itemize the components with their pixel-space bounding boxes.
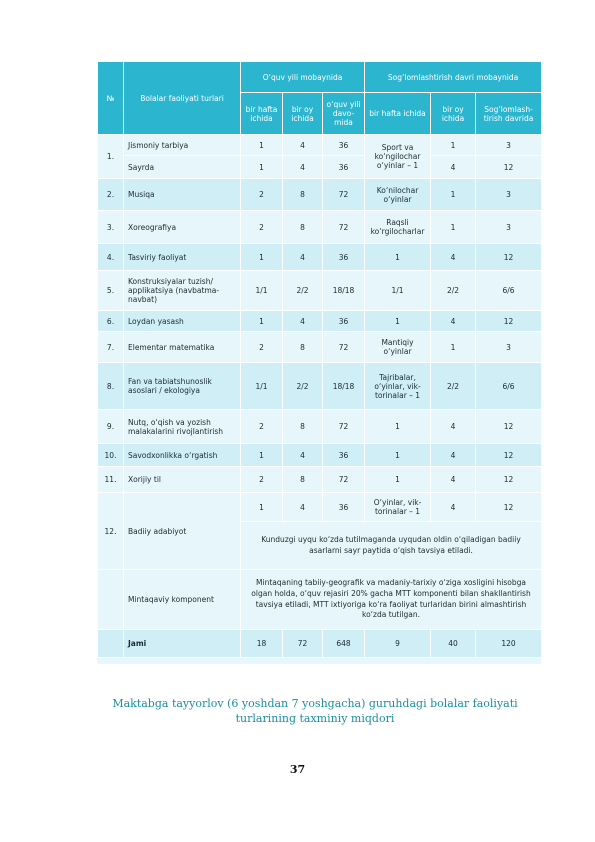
- cell-month: 4: [283, 244, 323, 271]
- cell-year: 18/18: [323, 363, 365, 410]
- header-group-school-year: O‘quv yili mobaynida: [241, 62, 365, 93]
- total-week: 18: [241, 630, 283, 658]
- cell-year: 36: [323, 135, 365, 156]
- table-row: [98, 410, 542, 444]
- activity-name: Xoreografiya: [124, 211, 241, 244]
- cell-month-2: 4: [431, 244, 476, 271]
- cell-month: 4: [283, 493, 323, 522]
- table-row: [98, 311, 542, 332]
- activity-name: Nutq, o‘qish va yozish malakalarini rivojlantirish: [124, 410, 241, 444]
- cell-week-2: 1: [365, 244, 431, 271]
- cell-week-2: 1: [365, 467, 431, 493]
- cell-week-2: Raqsli ko‘rgilocharlar: [365, 211, 431, 244]
- cell-month-2: 1: [431, 211, 476, 244]
- activity-name: Jismoniy tarbiya: [124, 135, 241, 156]
- header-activity: Bolalar faoliyati turlari: [124, 62, 241, 135]
- cell-month-2: 2/2: [431, 271, 476, 311]
- cell-month: 2/2: [283, 271, 323, 311]
- cell-month-2: 1: [431, 179, 476, 211]
- table-row: [98, 211, 542, 244]
- row-index: 3.: [98, 211, 124, 244]
- cell-period: 12: [476, 444, 542, 467]
- activity-table-panel: [97, 61, 541, 664]
- cell-month: 4: [283, 135, 323, 156]
- cell-year: 72: [323, 211, 365, 244]
- row-index: 11.: [98, 467, 124, 493]
- activity-name: Sayrda: [124, 156, 241, 179]
- table-row: [98, 493, 542, 522]
- cell-week: 2: [241, 332, 283, 363]
- cell-month-2: 4: [431, 493, 476, 522]
- cell-month-2: 2/2: [431, 363, 476, 410]
- cell-month: 8: [283, 467, 323, 493]
- cell-month: 8: [283, 211, 323, 244]
- activity-name: Konstruksiyalar tuzish/ applikatsiya (navbatma-navbat): [124, 271, 241, 311]
- activity-name: Savodxonlikka o‘rgatish: [124, 444, 241, 467]
- cell-period: 12: [476, 244, 542, 271]
- cell-year: 72: [323, 332, 365, 363]
- page-number: 37: [289, 763, 306, 776]
- activity-name: Loydan yasash: [124, 311, 241, 332]
- cell-week-2: Tajribalar, o‘yinlar, vik-torinalar – 1: [365, 363, 431, 410]
- total-label: Jami: [124, 630, 241, 658]
- row-index: 4.: [98, 244, 124, 271]
- activity-name: Elementar matematika: [124, 332, 241, 363]
- total-month-2: 40: [431, 630, 476, 658]
- total-month: 72: [283, 630, 323, 658]
- cell-week: 1/1: [241, 271, 283, 311]
- cell-week-2: 1: [365, 311, 431, 332]
- cell-period: 6/6: [476, 363, 542, 410]
- cell-year: 36: [323, 444, 365, 467]
- regional-component-note: Mintaqaning tabiiy-geografik va madaniy-tarixiy o‘ziga xosligini hisobga olgan holda, o‘quv rejasiri 20% gacha MTT komponenti bilan shakllantirish tavsiya etiladi, MTT ixtiyoriga ko‘ra faoliyat turlaridan birini almashtirish ko‘zda tutilgan.: [241, 570, 542, 630]
- regional-component-name: Mintaqaviy komponent: [124, 570, 241, 630]
- activity-name: Tasviriy faoliyat: [124, 244, 241, 271]
- cell-period: 12: [476, 311, 542, 332]
- row-index: 6.: [98, 311, 124, 332]
- table-row: [98, 135, 542, 156]
- cell-week-2: Mantiqiy o‘yinlar: [365, 332, 431, 363]
- table-caption: Maktabga tayyorlov (6 yoshdan 7 yoshgacha) guruhdagi bolalar faoliyati turlarining taxminiy miqdori: [112, 697, 518, 725]
- cell-week-2: O‘yinlar, vik-torinalar – 1: [365, 493, 431, 522]
- cell-week-2: 1: [365, 444, 431, 467]
- header-sub-month: bir oy ichida: [283, 93, 323, 135]
- cell-period: 12: [476, 410, 542, 444]
- cell-year: 72: [323, 467, 365, 493]
- cell-month-2: 4: [431, 156, 476, 179]
- cell-month-2: 1: [431, 135, 476, 156]
- cell-year: 72: [323, 179, 365, 211]
- cell-period: 12: [476, 493, 542, 522]
- total-row: [98, 630, 542, 658]
- header-sub-week: bir hafta ichida: [241, 93, 283, 135]
- table-row: [98, 444, 542, 467]
- cell-week-2: 1: [365, 410, 431, 444]
- cell-week: 1/1: [241, 363, 283, 410]
- cell-period: 3: [476, 179, 542, 211]
- row-index-empty: [98, 630, 124, 658]
- table-row: [98, 271, 542, 311]
- cell-month-2: 4: [431, 410, 476, 444]
- table-row: [98, 179, 542, 211]
- row-index: 10.: [98, 444, 124, 467]
- header-sub-week-2: bir hafta ichida: [365, 93, 431, 135]
- cell-week: 2: [241, 211, 283, 244]
- activity-name: Badiiy adabiyot: [124, 493, 241, 570]
- header-num: №: [98, 62, 124, 135]
- cell-month: 4: [283, 156, 323, 179]
- cell-period: 12: [476, 156, 542, 179]
- cell-week: 1: [241, 444, 283, 467]
- cell-week: 1: [241, 493, 283, 522]
- table-row: [98, 363, 542, 410]
- cell-week-2: Ko‘nilochar o‘yinlar: [365, 179, 431, 211]
- cell-week: 1: [241, 244, 283, 271]
- cell-month: 4: [283, 311, 323, 332]
- table-row: [98, 570, 542, 630]
- cell-year: 18/18: [323, 271, 365, 311]
- row-index: 5.: [98, 271, 124, 311]
- cell-period: 3: [476, 332, 542, 363]
- row-index: 9.: [98, 410, 124, 444]
- cell-year: 36: [323, 311, 365, 332]
- activity-name: Musiqa: [124, 179, 241, 211]
- cell-week: 2: [241, 467, 283, 493]
- cell-period: 3: [476, 211, 542, 244]
- table-row: [98, 244, 542, 271]
- cell-week-2: 1/1: [365, 271, 431, 311]
- total-week-2: 9: [365, 630, 431, 658]
- cell-month: 8: [283, 410, 323, 444]
- cell-month: 4: [283, 444, 323, 467]
- activity-name: Fan va tabiatshunoslik asoslari / ekologiya: [124, 363, 241, 410]
- cell-month-2: 4: [431, 467, 476, 493]
- activity-table: [97, 61, 542, 658]
- cell-year: 72: [323, 410, 365, 444]
- row-index: 8.: [98, 363, 124, 410]
- cell-week: 1: [241, 311, 283, 332]
- cell-week: 2: [241, 410, 283, 444]
- cell-month: 8: [283, 179, 323, 211]
- table-row: [98, 467, 542, 493]
- cell-month-2: 4: [431, 444, 476, 467]
- total-year: 648: [323, 630, 365, 658]
- cell-period: 12: [476, 467, 542, 493]
- cell-month-2: 4: [431, 311, 476, 332]
- cell-month: 2/2: [283, 363, 323, 410]
- cell-year: 36: [323, 493, 365, 522]
- badiiy-note: Kunduzgi uyqu ko‘zda tutilmaganda uyqudan oldin o‘qiladigan badiiy asarlarni sayr paytida o‘qish tavsiya etiladi.: [241, 522, 542, 570]
- row-index-empty: [98, 570, 124, 630]
- cell-week: 1: [241, 156, 283, 179]
- cell-sport-games: Sport va ko‘ngilochar o‘yinlar – 1: [365, 135, 431, 179]
- header-sub-month-2: bir oy ichida: [431, 93, 476, 135]
- row-index: 2.: [98, 179, 124, 211]
- row-index: 7.: [98, 332, 124, 363]
- cell-year: 36: [323, 156, 365, 179]
- cell-period: 6/6: [476, 271, 542, 311]
- row-index: 1.: [98, 135, 124, 179]
- header-sub-period: Sog‘lomlash-tirish davrida: [476, 93, 542, 135]
- table-row: [98, 156, 542, 179]
- table-row: [98, 332, 542, 363]
- total-period: 120: [476, 630, 542, 658]
- cell-month-2: 1: [431, 332, 476, 363]
- header-sub-year: o‘quv yili davo-mida: [323, 93, 365, 135]
- header-group-health-period: Sog‘lomlashtirish davri mobaynida: [365, 62, 542, 93]
- cell-week: 2: [241, 179, 283, 211]
- cell-week: 1: [241, 135, 283, 156]
- cell-month: 8: [283, 332, 323, 363]
- cell-year: 36: [323, 244, 365, 271]
- activity-name: Xorijiy til: [124, 467, 241, 493]
- cell-period: 3: [476, 135, 542, 156]
- row-index: 12.: [98, 493, 124, 570]
